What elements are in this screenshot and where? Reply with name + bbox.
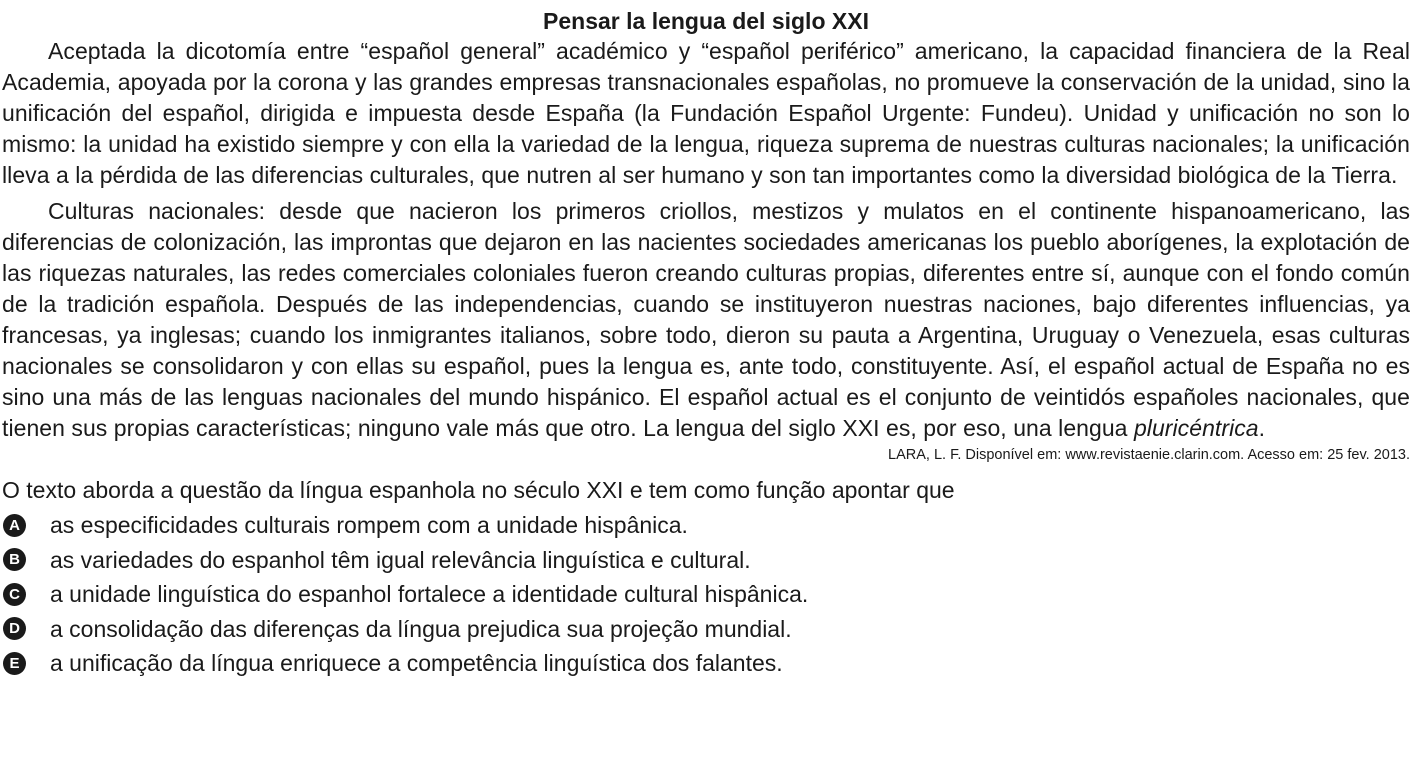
option-letter-e-badge: E [3,652,26,675]
article-paragraph-2-italic-word: pluricéntrica [1133,415,1259,441]
answer-option-d[interactable] [2,612,1410,647]
question-stem: O texto aborda a questão da língua espanhola no século XXI e tem como função apontar que [2,477,955,503]
answer-option-text: as especificidades culturais rompem com a unidade hispânica. [50,512,688,538]
answer-option-e[interactable] [2,646,1410,681]
answer-option-text: as variedades do espanhol têm igual relevância linguística e cultural. [50,546,751,573]
answer-option-b[interactable] [2,543,1410,578]
answer-option-c[interactable] [2,577,1410,612]
article-title: Pensar la lengua del siglo XXI [543,8,869,34]
answer-options [2,508,1410,681]
article-paragraph-2 [2,196,1410,444]
option-letter-c-badge: C [3,583,26,606]
answer-option-text: a unificação da língua enriquece a competência linguística dos falantes. [50,650,783,676]
option-letter-a-badge: A [3,514,26,537]
article-body [2,36,1410,444]
option-letter-b-badge: B [3,548,26,571]
answer-option-text: a unidade linguística do espanhol fortalece a identidade cultural hispânica. [50,581,809,607]
article-paragraph-2-end: . [1258,415,1266,441]
option-letter-d-badge: D [3,617,26,640]
article-paragraph-2-text: Culturas nacionales: desde que nacieron los primeros criollos, mestizos y mulatos en el continente hispanoamericano, las diferencias de colonización, las improntas que dejaron en las nacientes sociedades americanas los pueblo aborígenes, la explotación de las riquezas naturales, las redes comerciales coloniales fueron creando culturas propias, diferentes entre sí, aunque con el fondo común de la tradición española. Después de las independencias, cuando se instituyeron nuestras naciones, bajo diferentes influencias, ya francesas, ya inglesas; cuando los inmigrantes italianos, sobre todo, dieron su pauta a Argentina, Uruguay o Venezuela, esas culturas nacionales se consolidaron y con ellas su español, pues la lengua es, ante todo, constituyente. Así, el español actual de España no es sino una más de las lenguas nacionales del mundo hispánico. El español actual es el conjunto de veintidós españoles nacionales, que tienen sus propias características; ninguno vale más que otro. La lengua del siglo XXI es, por eso, una lengua [2,198,1410,441]
article-paragraph-1: Aceptada la dicotomía entre “español general” académico y “español periférico” americano, la capacidad financiera de la Real Academia, apoyada por la corona y las grandes empresas transnacionales españolas, no promueve la conservación de la unidad, sino la unificación del español, dirigida e impuesta desde España (la Fundación Español Urgente: Fundeu). Unidad y unificación no son lo mismo: la unidad ha existido siempre y con ella la variedad de la lengua, riqueza suprema de nuestras culturas nacionales; la unificación lleva a la pérdida de las diferencias culturales, que nutren al ser humano y son tan importantes como la diversidad biológica de la Tierra. [2,38,1410,188]
source-citation: LARA, L. F. Disponível em: www.revistaenie.clarin.com. Acesso em: 25 fev. 2013. [888,447,1410,463]
answer-option-a[interactable] [2,508,1410,543]
answer-option-text: a consolidação das diferenças da língua prejudica sua projeção mundial. [50,615,792,642]
